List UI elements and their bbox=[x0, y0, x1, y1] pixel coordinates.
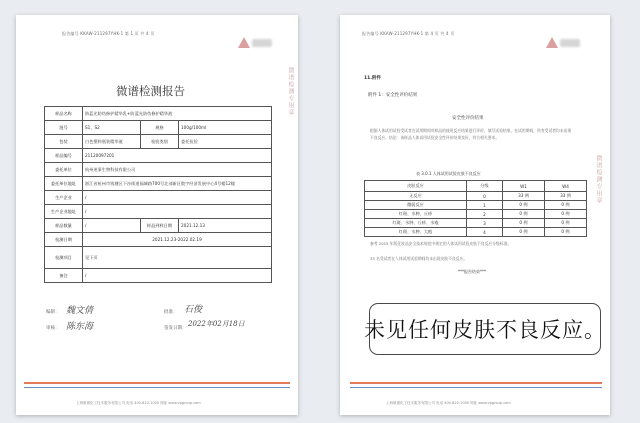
footer-red-line bbox=[24, 382, 290, 384]
reference-note: 参考 2015 年版化妆品安全技术规范中规定的人体试用试验皮肤不良反应分级标准。 bbox=[370, 241, 512, 246]
results-caption: 安全性评价结果 bbox=[452, 116, 484, 121]
company-logo bbox=[238, 35, 272, 51]
seal-stamp: 微谱检测专用章 bbox=[595, 155, 602, 204]
table-row: 批号 S1、S2 规格 100g/100ml bbox=[45, 121, 272, 135]
page-footer: 上海微谱化工技术服务有限公司 电话 400-820-1000 网址 www.vpgroup.com bbox=[386, 401, 511, 405]
page-footer: 上海微谱化工技术服务有限公司 电话 400-820-1000 网址 www.vpgroup.com bbox=[76, 401, 201, 405]
report-page-appendix bbox=[340, 15, 610, 415]
approver-signature: 石俊 bbox=[184, 305, 203, 315]
table-row: 生产企业 / bbox=[45, 191, 272, 205]
table-row: 委托单位地址 浙江省杭州市钱塘区下沙街道福城路700号北部新区数字经济发展中心4号楼12楼 bbox=[45, 177, 272, 191]
footer-blue-line bbox=[24, 387, 290, 388]
footer-blue-line bbox=[350, 387, 602, 388]
report-end-mark: ***报告结束*** bbox=[458, 269, 486, 274]
issue-date-label: 签发日期： bbox=[164, 326, 187, 331]
report-page-cover bbox=[16, 15, 298, 415]
report-title: 微谱检测报告 bbox=[116, 84, 185, 98]
table-row: 红斑、水肿、丘疹 2 0 例 0 例 bbox=[365, 210, 587, 219]
highlight-callout bbox=[364, 303, 606, 355]
table-row: 备注 / bbox=[45, 269, 272, 283]
table-row: 红斑、水肿、大疱 4 0 例 0 例 bbox=[365, 228, 587, 237]
report-number: 报告编号 KKAW-211297YHK-1 第 4 页 共 4 页 bbox=[362, 31, 455, 36]
table-row: 样品名称 防蓝光防伪修护精华乳+防蓝光防伪修护精华液 bbox=[45, 107, 272, 121]
sample-info-table bbox=[44, 106, 272, 283]
table-row: 微弱反应 1 0 例 0 例 bbox=[365, 201, 587, 210]
table-row: 红斑、水肿、丘疹、水疱 3 0 例 0 例 bbox=[365, 219, 587, 228]
conclusion-note: 33 名受试者在人体试用试验期间均未出现皮肤不良反应。 bbox=[370, 256, 468, 261]
reviewer-label: 审核： bbox=[46, 326, 60, 331]
table-header-row: 皮肤反应 分级 W1 W4 bbox=[365, 181, 587, 192]
table-row: 样品编号 21120097201 bbox=[45, 149, 272, 163]
table-caption: 表 3.0.1 人体试用试验皮肤不良反应 bbox=[416, 171, 481, 176]
table-row: 生产企业地址 / bbox=[45, 205, 272, 219]
company-logo bbox=[546, 35, 580, 51]
table-row: 样品数量 / 样品到样日期 2021.12.13 bbox=[45, 219, 272, 233]
issue-date-signature: 2022年02月18日 bbox=[188, 320, 245, 328]
table-row: 包装 白色塑料瓶装精华液 检验类别 委托检验 bbox=[45, 135, 272, 149]
table-row: 无反应 0 33 例 33 例 bbox=[365, 192, 587, 201]
section-title: 11.附件 bbox=[364, 76, 381, 81]
footer-red-line bbox=[350, 382, 602, 384]
approver-label: 批准： bbox=[164, 310, 178, 315]
table-row: 委托单位 杭州迷事生物科技有限公司 bbox=[45, 163, 272, 177]
report-number: 报告编号 KKAW-211297YHK-1 第 1 页 共 4 页 bbox=[62, 31, 155, 36]
table-row: 检测日期 2021.12.23-2022.02.19 bbox=[45, 233, 272, 247]
evaluation-paragraph: 根据人体试用试验受试者在试用期间对样品的使用反应结果进行评价，填写试验结果。在试用期间，所有受试者均未出现不良反应。结论：该样品人体试用试验安全性评价结果良好，符合相关要求。 bbox=[370, 128, 572, 140]
reviewer-signature: 陈东海 bbox=[66, 322, 94, 332]
compiler-label: 编制： bbox=[46, 310, 60, 315]
seal-stamp: 微谱检测专用章 bbox=[287, 67, 294, 116]
skin-reaction-table bbox=[364, 180, 587, 237]
table-row: 检测项目 见下页 bbox=[45, 247, 272, 269]
compiler-signature: 魏文倩 bbox=[66, 306, 94, 316]
callout-text: 未见任何皮肤不良反应。 bbox=[364, 318, 606, 342]
appendix-title: 附件 1：安全性评价结果 bbox=[368, 93, 418, 98]
